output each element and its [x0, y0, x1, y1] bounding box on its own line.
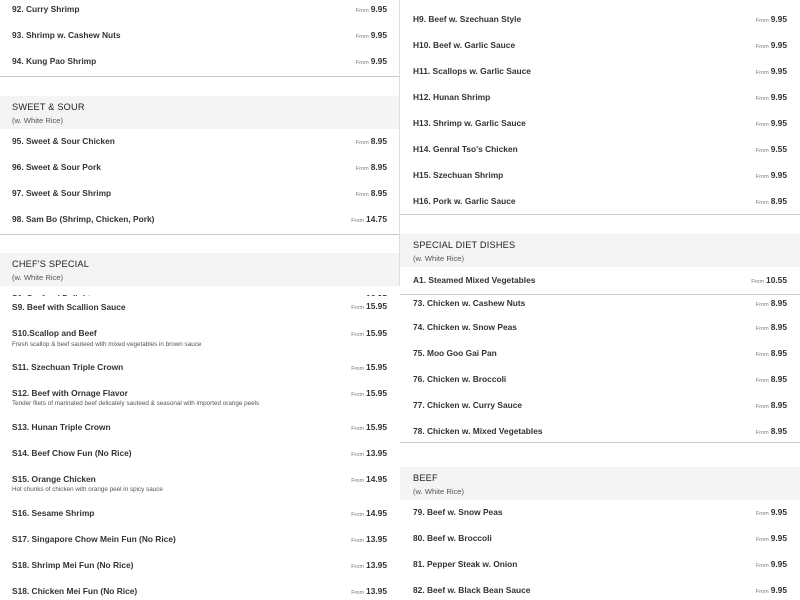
price-from-label: From [755, 537, 769, 543]
price-value: 8.95 [370, 162, 387, 172]
price-value: 9.95 [770, 40, 787, 50]
menu-item-name: 80. Beef w. Broccoli [413, 533, 492, 543]
price-from-label: From [755, 430, 769, 436]
section-title: SPECIAL DIET DISHES [413, 240, 516, 250]
menu-item-name: 81. Pepper Steak w. Onion [413, 559, 518, 569]
menu-item-name: S18. Shrimp Mei Fun (No Rice) [12, 560, 134, 570]
menu-item-name: S18. Chicken Mei Fun (No Rice) [12, 586, 138, 596]
price-value: 8.95 [770, 426, 787, 436]
price-from-label: From [351, 218, 365, 224]
menu-item-name: H11. Scallops w. Garlic Sauce [413, 66, 531, 76]
menu-item-description: Hot chunks of chicken with orange peel in spicy sauce [12, 486, 163, 493]
menu-item[interactable] [400, 526, 800, 553]
menu-item-price [351, 388, 387, 398]
price-from-label: From [755, 326, 769, 332]
menu-item-name: H9. Beef w. Szechuan Style [413, 14, 522, 24]
price-from-label: From [755, 174, 769, 180]
price-value: 9.95 [370, 4, 387, 14]
menu-item[interactable] [400, 578, 800, 600]
menu-item-name: S15. Orange Chicken [12, 474, 96, 484]
price-value: 10.55 [766, 275, 787, 285]
price-from-label: From [755, 122, 769, 128]
price-from-label: From [755, 511, 769, 517]
menu-item[interactable] [400, 267, 800, 295]
menu-item-price [351, 534, 387, 544]
menu-item-name: 95. Sweet & Sour Chicken [12, 136, 115, 146]
menu-item-name: 94. Kung Pao Shrimp [12, 56, 97, 66]
menu-item[interactable] [400, 500, 800, 527]
menu-item-name: 98. Sam Bo (Shrimp, Chicken, Pork) [12, 214, 155, 224]
menu-item[interactable] [400, 84, 800, 111]
menu-item[interactable] [400, 6, 800, 33]
price-from-label: From [355, 166, 369, 172]
menu-item-name: S17. Singapore Chow Mein Fun (No Rice) [12, 534, 176, 544]
menu-item-price [351, 474, 387, 484]
menu-item-name: S10.Scallop and Beef [12, 328, 97, 338]
price-value: 9.95 [770, 585, 787, 595]
menu-item[interactable] [0, 467, 400, 502]
menu-item-name: 73. Chicken w. Cashew Nuts [413, 298, 526, 308]
menu-item[interactable] [0, 182, 400, 209]
menu-item-price [756, 533, 787, 543]
menu-item-name: S9. Beef with Scallion Sauce [12, 302, 126, 312]
price-value: 13.95 [366, 448, 387, 458]
price-value: 15.95 [366, 362, 387, 372]
section-title: SWEET & SOUR [12, 102, 85, 112]
menu-item-price [756, 40, 787, 50]
price-from-label: From [755, 18, 769, 24]
price-value: 8.95 [370, 188, 387, 198]
price-value: 8.95 [770, 322, 787, 332]
price-from-label: From [351, 332, 365, 338]
price-value: 15.95 [366, 388, 387, 398]
menu-item-name: A1. Steamed Mixed Vegetables [413, 275, 536, 285]
menu-item-name: H16. Pork w. Garlic Sauce [413, 196, 516, 206]
section-subtitle: (w. White Rice) [12, 116, 64, 125]
menu-item-name: H13. Shrimp w. Garlic Sauce [413, 118, 526, 128]
menu-item[interactable] [400, 162, 800, 189]
price-from-label: From [755, 589, 769, 595]
price-value: 9.95 [770, 533, 787, 543]
menu-item-name: S16. Sesame Shrimp [12, 508, 95, 518]
price-from-label: From [755, 563, 769, 569]
menu-item[interactable] [0, 501, 400, 528]
menu-item-price [756, 170, 787, 180]
menu-item[interactable] [400, 136, 800, 163]
menu-item-price [351, 508, 387, 518]
section-subtitle: (w. White Rice) [413, 254, 465, 263]
menu-item-name: 75. Moo Goo Gai Pan [413, 348, 497, 358]
price-from-label: From [351, 426, 365, 432]
menu-item-price [356, 4, 387, 14]
menu-item[interactable] [400, 58, 800, 85]
menu-item-price [756, 14, 787, 24]
menu-item-price [756, 322, 787, 332]
price-value: 8.95 [770, 298, 787, 308]
price-from-label: From [351, 590, 365, 596]
menu-item-name: 79. Beef w. Snow Peas [413, 507, 503, 517]
menu-item[interactable] [0, 50, 400, 77]
price-value: 8.95 [770, 400, 787, 410]
menu-item[interactable] [0, 208, 400, 235]
section-beef [400, 467, 800, 500]
menu-item-name: 74. Chicken w. Snow Peas [413, 322, 517, 332]
menu-item[interactable] [400, 110, 800, 137]
menu-item-price [756, 118, 787, 128]
section-special-diet-dishes [400, 234, 800, 267]
menu-item[interactable] [0, 381, 400, 416]
section-title: CHEF'S SPECIAL [12, 259, 90, 269]
menu-item-name: 92. Curry Shrimp [12, 4, 80, 14]
price-value: 13.95 [366, 534, 387, 544]
price-value: 14.95 [366, 508, 387, 518]
menu-item[interactable] [0, 156, 400, 183]
menu-item[interactable] [0, 441, 400, 468]
menu-item-name: S11. Szechuan Triple Crown [12, 362, 124, 372]
price-from-label: From [755, 148, 769, 154]
price-value: 9.95 [770, 170, 787, 180]
price-value: 13.95 [366, 586, 387, 596]
menu-item[interactable] [0, 130, 400, 157]
menu-item-description: Tender filets of marinated beef delicately sauteed & seasonal with imported orange peels [12, 400, 260, 407]
menu-item[interactable] [400, 416, 800, 443]
section-subtitle: (w. White Rice) [12, 273, 64, 282]
menu-item-price [351, 328, 387, 338]
price-from-label: From [755, 44, 769, 50]
menu-item[interactable] [400, 32, 800, 59]
price-from-label: From [351, 564, 365, 570]
menu-item-price [351, 448, 387, 458]
menu-item-name: H15. Szechuan Shrimp [413, 170, 504, 180]
price-value: 9.95 [370, 56, 387, 66]
menu-item-name: 97. Sweet & Sour Shrimp [12, 188, 112, 198]
price-from-label: From [351, 392, 365, 398]
price-value: 15.95 [366, 301, 387, 311]
menu-item-price [351, 422, 387, 432]
price-value: 9.95 [770, 92, 787, 102]
menu-item[interactable] [0, 527, 400, 554]
menu-item-price [356, 162, 387, 172]
menu-item[interactable] [0, 322, 400, 356]
price-value: 9.95 [770, 118, 787, 128]
menu-item[interactable] [400, 338, 800, 365]
price-from-label: From [351, 452, 365, 458]
menu-item-price [351, 214, 387, 224]
menu-item-name: S12. Beef with Ornage Flavor [12, 388, 128, 398]
price-from-label: From [355, 8, 369, 14]
price-value: 8.95 [370, 136, 387, 146]
menu-item-price [351, 560, 387, 570]
menu-item-price [751, 275, 787, 285]
price-value: 9.55 [770, 144, 787, 154]
menu-item-price [356, 30, 387, 40]
price-value: 8.95 [770, 348, 787, 358]
price-from-label: From [351, 478, 365, 484]
menu-item[interactable] [0, 24, 400, 51]
menu-item-price [351, 586, 387, 596]
menu-item-price [756, 66, 787, 76]
menu-item[interactable] [0, 296, 400, 323]
menu-item-price [756, 196, 787, 206]
menu-item-name: 76. Chicken w. Broccoli [413, 374, 507, 384]
section-title: BEEF [413, 473, 438, 483]
menu-item[interactable] [0, 415, 400, 442]
price-from-label: From [355, 192, 369, 198]
menu-item[interactable] [400, 312, 800, 339]
menu-item-name: 78. Chicken w. Mixed Vegetables [413, 426, 543, 436]
menu-item-name: 82. Beef w. Black Bean Sauce [413, 585, 531, 595]
price-from-label: From [755, 404, 769, 410]
menu-item-name: 77. Chicken w. Curry Sauce [413, 400, 523, 410]
menu-item-price [351, 301, 387, 311]
section-chefs-special [0, 253, 400, 286]
price-value: 14.95 [366, 474, 387, 484]
menu-item-price [756, 298, 787, 308]
price-value: 9.95 [370, 30, 387, 40]
menu-item-name: S13. Hunan Triple Crown [12, 422, 111, 432]
price-from-label: From [351, 305, 365, 311]
section-sweet-sour [0, 96, 400, 129]
price-value: 15.95 [366, 328, 387, 338]
menu-item-name: H10. Beef w. Garlic Sauce [413, 40, 516, 50]
menu-item-name: H14. Genral Tso's Chicken [413, 144, 518, 154]
price-value: 15.95 [366, 422, 387, 432]
price-from-label: From [351, 512, 365, 518]
price-value: 9.95 [770, 559, 787, 569]
menu-item-price [356, 56, 387, 66]
section-subtitle: (w. White Rice) [413, 487, 465, 496]
price-from-label: From [755, 378, 769, 384]
price-from-label: From [355, 34, 369, 40]
menu-item-price [351, 362, 387, 372]
menu-item[interactable] [400, 552, 800, 579]
menu-item-description: Fresh scallop & beef sauteed with mixed vegetables in brown sauce [12, 341, 202, 348]
price-value: 9.95 [770, 14, 787, 24]
price-from-label: From [755, 200, 769, 206]
menu-item[interactable] [400, 188, 800, 215]
menu-item-price [756, 400, 787, 410]
price-from-label: From [351, 538, 365, 544]
menu-item-price [756, 585, 787, 595]
menu-item-price [356, 136, 387, 146]
menu-item-price [756, 144, 787, 154]
menu-item-name: S14. Beef Chow Fun (No Rice) [12, 448, 132, 458]
price-from-label: From [751, 279, 765, 285]
menu-item-price [756, 92, 787, 102]
menu-item-price [756, 559, 787, 569]
menu-item[interactable] [400, 364, 800, 391]
menu-item-price [756, 348, 787, 358]
price-value: 14.75 [366, 214, 387, 224]
menu-item-price [756, 374, 787, 384]
menu-item-name: 96. Sweet & Sour Pork [12, 162, 101, 172]
price-from-label: From [351, 366, 365, 372]
menu-item[interactable] [0, 355, 400, 382]
price-from-label: From [755, 302, 769, 308]
price-value: 13.95 [366, 560, 387, 570]
menu-item[interactable] [400, 390, 800, 417]
price-value: 9.95 [770, 507, 787, 517]
menu-item-price [356, 188, 387, 198]
price-from-label: From [755, 70, 769, 76]
price-from-label: From [355, 140, 369, 146]
price-from-label: From [755, 352, 769, 358]
price-value: 9.95 [770, 66, 787, 76]
price-from-label: From [755, 96, 769, 102]
menu-item-price [756, 507, 787, 517]
price-value: 8.95 [770, 374, 787, 384]
price-value: 8.95 [770, 196, 787, 206]
menu-item-price [756, 426, 787, 436]
menu-item[interactable] [0, 579, 400, 600]
price-from-label: From [355, 60, 369, 66]
menu-item-name: H12. Hunan Shrimp [413, 92, 491, 102]
menu-item[interactable] [0, 0, 400, 25]
menu-item[interactable] [0, 553, 400, 580]
menu-item-name: 93. Shrimp w. Cashew Nuts [12, 30, 121, 40]
right-menu-column [400, 0, 800, 600]
